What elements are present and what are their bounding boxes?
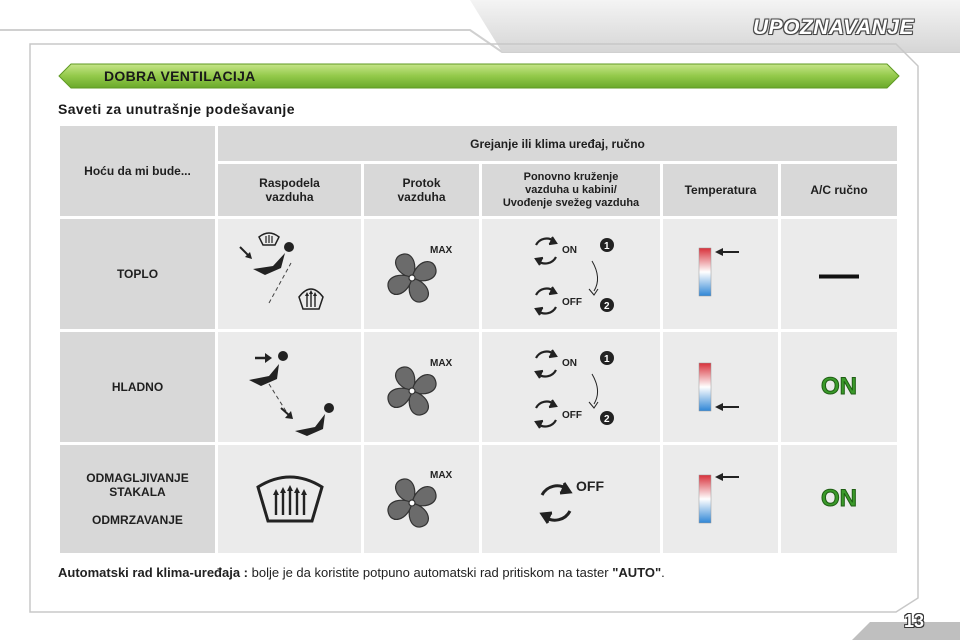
footer-note: [58, 565, 665, 580]
settings-table: [57, 123, 900, 556]
recirc-on-label: ON: [562, 244, 577, 256]
col-header-recirculation: [482, 164, 660, 216]
ac-cell: [781, 445, 897, 553]
rear-defrost-icon: [299, 289, 323, 309]
table-row: [60, 332, 897, 442]
distribution-cell: [218, 219, 361, 329]
ac-cell: [781, 219, 897, 329]
fan-icon: [382, 233, 462, 313]
group-header: [218, 126, 897, 161]
corner-header: [60, 126, 215, 216]
chapter-title: UPOZNAVANJE: [752, 16, 914, 39]
col-header-temperature: [663, 164, 778, 216]
fan-max-label: MAX: [429, 357, 452, 369]
step-1-badge: 1: [604, 240, 610, 252]
row-label-text: ODMAGLJIVANJE: [86, 471, 189, 485]
recirc-on-label: ON: [562, 357, 577, 369]
temperature-cell: [663, 219, 778, 329]
arrow-left-icon: [715, 473, 739, 481]
col-distribution-line2: vazduha: [265, 190, 314, 204]
distribution-cell: [218, 332, 361, 442]
flow-cell: [364, 445, 479, 553]
col-header-flow: [364, 164, 479, 216]
page-number: 13: [903, 611, 924, 631]
temperature-gauge-icon: [681, 228, 761, 318]
recirculation-icon: [486, 453, 656, 543]
recirc-off-label: OFF: [562, 409, 582, 421]
recirculation-icon: [486, 336, 656, 436]
distribution-cell: [218, 445, 361, 553]
step-2-badge: 2: [604, 300, 610, 312]
footer-text: bolje je da koristite potpuno automatski rad pritiskom na taster: [248, 565, 613, 580]
arrow-left-icon: [715, 248, 739, 256]
row-label: [60, 219, 215, 329]
col-flow-line2: vazduha: [397, 190, 446, 204]
fan-icon: [382, 458, 462, 538]
temperature-cell: [663, 332, 778, 442]
recirc-off-label: OFF: [576, 477, 604, 494]
fan-icon: [382, 346, 462, 426]
arrow-left-icon: [715, 403, 739, 411]
col-ac-label: A/C ručno: [810, 183, 868, 197]
step-1-badge: 1: [604, 353, 610, 365]
row-label-text: TOPLO: [116, 267, 159, 281]
section-title: DOBRA VENTILACIJA: [104, 68, 256, 84]
row-label: [60, 445, 215, 553]
footer-end: .: [661, 565, 665, 580]
recirculation-cell: [482, 219, 660, 329]
table-row: [60, 445, 897, 553]
footer-auto-key: "AUTO": [612, 565, 662, 580]
col-recirc-line3: Uvođenje svežeg vazduha: [502, 196, 640, 209]
group-header-label: Grejanje ili klima uređaj, ručno: [470, 136, 645, 151]
col-header-distribution: [218, 164, 361, 216]
ac-off-dash: —: [819, 251, 859, 296]
fan-max-label: MAX: [429, 244, 452, 256]
recirculation-cell: [482, 332, 660, 442]
row-label-text: ODMRZAVANJE: [92, 513, 183, 527]
col-flow-line1: Protok: [402, 176, 441, 190]
temperature-cell: [663, 445, 778, 553]
col-recirc-line2: vazduha u kabini/: [525, 183, 617, 196]
windscreen-defrost-icon: [259, 233, 279, 245]
ac-on-label: ON: [821, 373, 857, 400]
col-temperature-label: Temperatura: [684, 183, 757, 197]
temperature-gauge-icon: [681, 453, 761, 543]
col-distribution-line1: Raspodela: [259, 176, 320, 190]
flow-cell: [364, 332, 479, 442]
seat-occupant-icon: [225, 336, 355, 436]
subtitle: Saveti za unutrašnje podešavanje: [58, 101, 295, 117]
row-label-text: HLADNO: [111, 380, 164, 394]
seat-occupant-icon: [225, 223, 355, 323]
col-recirc-line1: Ponovno kruženje: [523, 170, 619, 183]
row-label-text: STAKALA: [109, 485, 166, 499]
ac-on-label: ON: [821, 485, 857, 512]
step-2-badge: 2: [604, 413, 610, 425]
windscreen-defrost-icon: [250, 463, 330, 533]
recirc-off-label: OFF: [562, 296, 582, 308]
temperature-gauge-icon: [681, 341, 761, 431]
table-row: [60, 219, 897, 329]
fan-max-label: MAX: [429, 469, 452, 481]
col-header-ac: [781, 164, 897, 216]
flow-cell: [364, 219, 479, 329]
row-label: [60, 332, 215, 442]
corner-label: Hoću da mi bude...: [84, 164, 191, 178]
footer-label: Automatski rad klima-uređaja :: [58, 565, 248, 580]
recirculation-cell: [482, 445, 660, 553]
recirculation-icon: [486, 223, 656, 323]
ac-cell: [781, 332, 897, 442]
